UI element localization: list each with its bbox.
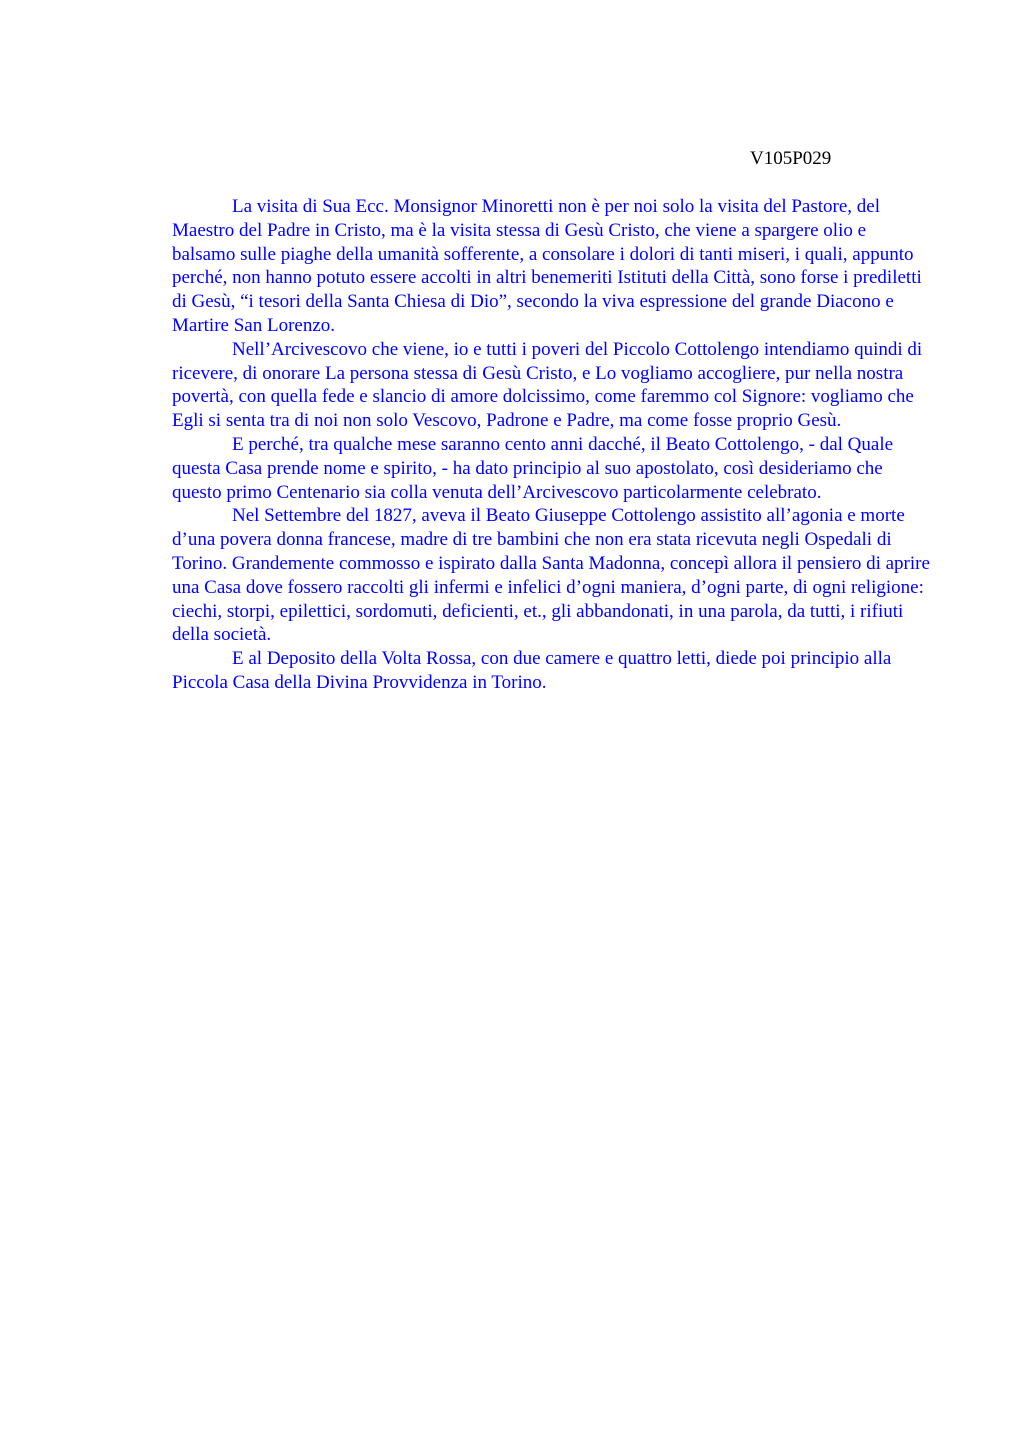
paragraph-3: E perché, tra qualche mese saranno cento anni dacché, il Beato Cottolengo, - dal Quale questa Casa prende nome e spirito, - ha dato principio al suo apostolato, così desideriamo che questo primo Centenario sia colla venuta dell’Arcivescovo particolarmente celebrato. (172, 433, 894, 503)
paragraph-5: E al Deposito della Volta Rossa, con due camere e quattro letti, diede poi principio alla Piccola Casa della Divina Provvidenza in Torino. (172, 648, 892, 693)
paragraph-4: Nel Settembre del 1827, aveva il Beato Giuseppe Cottolengo assistito all’agonia e morte d’una povera donna francese, madre di tre bambini che non era stata ricevuta negli Ospedali di Torino. Grandemente commosso e ispirato dalla Santa Madonna, concepì allora il pensiero di aprire una Casa dove fossero raccolti gli infermi e infelici d’ogni maniera, d’ogni parte, di ogni religione: ciechi, storpi, epilettici, sordomuti, deficienti, et., gli abbandonati, in una parola, da tutti, i rifiuti della società. (172, 505, 930, 646)
page-code: V105P029 (750, 148, 832, 169)
paragraph-2: Nell’Arcivescovo che viene, io e tutti i poveri del Piccolo Cottolengo intendiamo quindi di ricevere, di onorare La persona stessa di Gesù Cristo, e Lo vogliamo accogliere, pur nella nostra povertà, con quella fede e slancio di amore dolcissimo, come faremmo col Signore: vogliamo che Egli si senta tra di noi non solo Vescovo, Padrone e Padre, ma come fosse proprio Gesù. (172, 338, 923, 432)
paragraph-1: La visita di Sua Ecc. Monsignor Minoretti non è per noi solo la visita del Pastore, del Maestro del Padre in Cristo, ma è la visita stessa di Gesù Cristo, che viene a spargere olio e balsamo sulle piaghe della umanità sofferente, a consolare i dolori di tanti miseri, i quali, appunto perché, non hanno potuto essere accolti in altri benemeriti Istituti della Città, sono forse i prediletti di Gesù, “i tesori della Santa Chiesa di Dio”, secondo la viva espressione del grande Diacono e Martire San Lorenzo. (172, 196, 922, 336)
document-body (172, 195, 930, 695)
